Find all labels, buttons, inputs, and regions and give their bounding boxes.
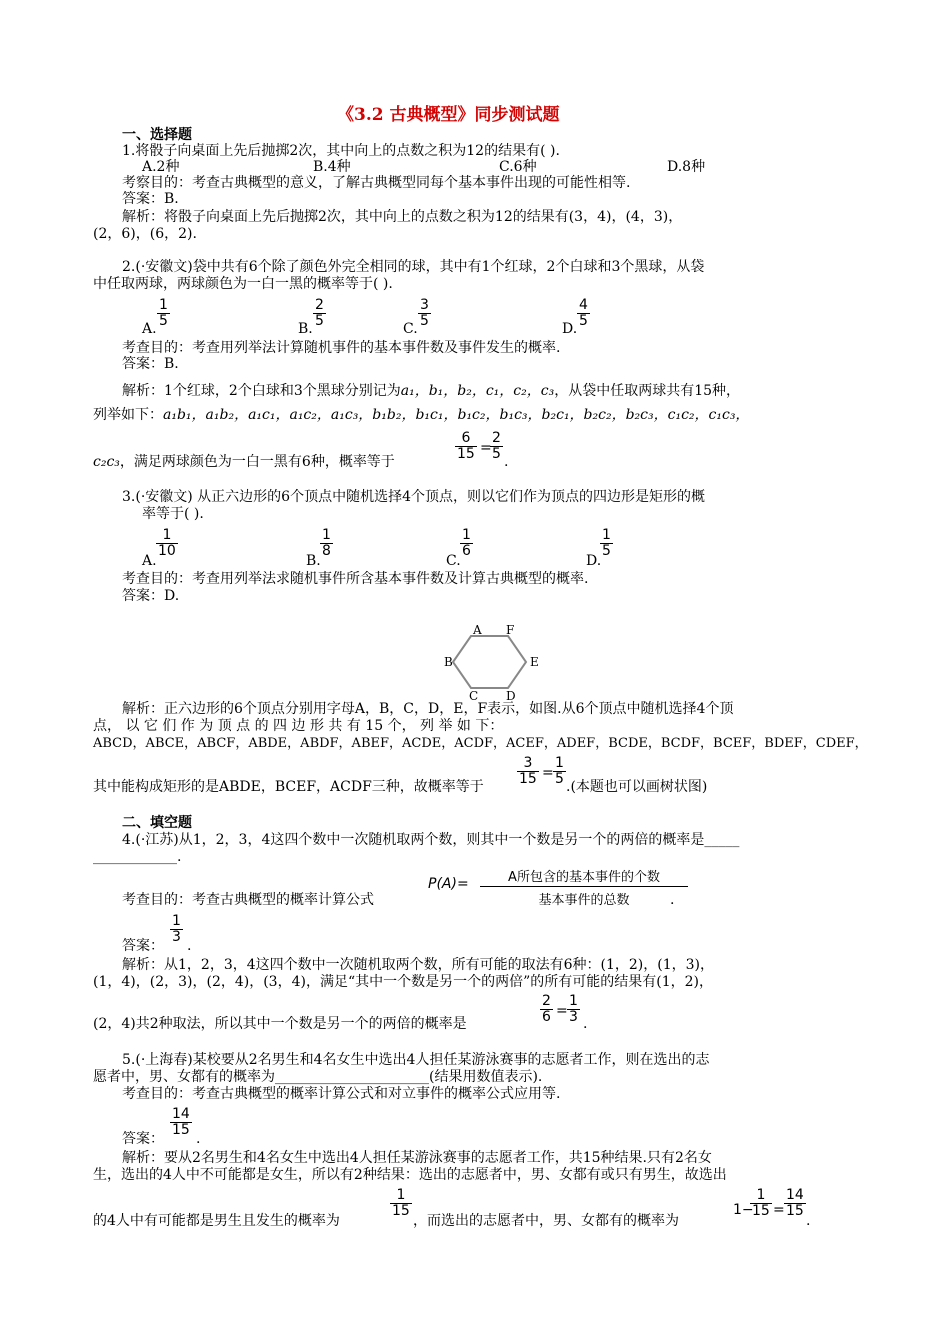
q1-answer: 答案：B. [122,191,179,207]
q5-solution-line3b: ，而选出的志愿者中，男、女都有的概率为 [413,1213,679,1229]
q4-stem-line2: ____________. [93,849,182,865]
q2-equals-sign: = [480,440,492,456]
q3-stem-line1: 3.(·安徽文) 从正六边形的6个顶点中随机选择4个顶点，则以它们作为顶点的四边形是矩形的概 [122,489,705,505]
q5-equals-sign: = [773,1202,785,1218]
q2-last-pair: c₂c₃ [93,454,120,470]
formula-lhs: P(A)= [428,876,469,892]
q2-aim: 考查目的：考查用列举法计算随机事件的基本事件数及事件发生的概率. [122,340,561,356]
q2-solution-line1: 解析：1个红球，2个白球和3个黑球分别记为a₁，b₁，b₂，c₁，c₂，c₃，从袋中任取两球共有15种， [122,383,741,399]
q3-option-a: A. [142,553,157,569]
q3-option-c-fraction: 1 6 [462,527,471,559]
q1-option-a: A.2种 [142,159,180,175]
q2-stem-line2: 中任取两球，两球颜色为一白一黑的概率等于( ). [93,276,393,292]
q2-option-c: C. [403,321,418,337]
q2-pair-list: a₁b₁，a₁b₂，a₁c₁，a₁c₂，a₁c₃，b₁b₂，b₁c₁，b₁c₂，b₁c₃，b₂c₁，b₂c₂，b₂c₃，c₁c₂，c₁c₃， [163,407,750,423]
q2-option-d: D. [562,321,578,337]
hex-label-c: C [469,689,479,700]
q2-stem-line1: 2.(·安徽文)袋中共有6个除了颜色外完全相同的球，其中有1个红球，2个白球和3个黑球，从袋 [122,259,705,275]
q2-option-d-fraction: 4 5 [579,297,588,329]
q2-fraction-6-15: 6 15 [457,430,475,462]
q3-answer: 答案：D. [122,588,180,604]
q5-solution-line2: 生，选出的4人中不可能都是女生，所以有2种结果：选出的志愿者中，男、女都有或只有男生，故选出 [93,1167,727,1183]
q3-solution-line4: 其中能构成矩形的是ABDE，BCEF，ACDF三种，故概率等于 [93,779,484,795]
q5-fraction-14-15: 14 15 [786,1187,804,1219]
q3-solution-line1: 解析：正六边形的6个顶点分别用字母A，B，C，D，E，F表示，如图.从6个顶点中随机选择4个顶 [122,701,734,717]
q4-fraction-1-3: 1 3 [569,993,578,1025]
section-heading-choice: 一、选择题 [122,127,192,143]
hex-label-a: A [473,624,482,637]
q4-stem-line1: 4.(·江苏)从1，2，3，4这四个数中一次随机取两个数，则其中一个数是另一个的两倍的概率是_____ [122,832,740,848]
q3-solution-line3: ABCD，ABCE，ABCF，ABDE，ABDF，ABEF，ACDE，ACDF，ACEF，ADEF，BCDE，BCDF，BCEF，BDEF，CDEF， [93,736,868,751]
q3-solution-line2: 点， 以 它 们 作 为 顶 点 的 四 边 形 共 有 15 个， 列 举 如 下： [93,718,504,734]
section-heading-fill: 二、填空题 [122,815,192,831]
q1-aim: 考察目的：考查古典概型的意义，了解古典概型同每个基本事件出现的可能性相等. [122,175,631,191]
q1-solution-line1: 解析：将骰子向桌面上先后抛掷2次，其中向上的点数之积为12的结果有(3，4)，(4，3)， [122,209,683,225]
hex-label-b: B [444,655,453,669]
q3-solution-tail: .(本题也可以画树状图) [566,779,708,795]
q3-option-b: B. [306,553,321,569]
formula-denominator: 基本事件的总数 [538,893,630,908]
q1-option-d: D.8种 [667,159,706,175]
q5-one-minus: 1− [733,1202,754,1218]
page-title: 《3.2 古典概型》同步测试题 [337,105,560,125]
q2-option-a: A. [142,321,157,337]
q2-option-b: B. [298,321,313,337]
q5-fraction-1-15: 1 15 [392,1187,410,1219]
hexagon-shape [453,636,526,688]
formula-bar [480,886,688,887]
q3-aim: 考查目的：考查用列举法求随机事件所含基本事件数及计算古典概型的概率. [122,571,589,587]
q5-answer-label: 答案： [122,1131,164,1147]
q3-option-b-fraction: 1 8 [322,527,331,559]
q2-fraction-2-5: 2 5 [492,430,501,462]
hex-label-f: F [506,624,515,637]
q4-equals-sign: = [556,1003,568,1019]
hex-label-d: D [506,689,516,700]
q2-option-b-fraction: 2 5 [315,297,324,329]
q5-answer-period: . [196,1131,201,1147]
q1-stem: 1.将骰子向桌面上先后抛掷2次，其中向上的点数之积为12的结果有( ). [122,143,560,159]
q3-fraction-1-5: 1 5 [555,755,564,787]
q1-option-c: C.6种 [499,159,537,175]
q5-stem-line2: 愿者中，男、女都有的概率为______________________(结果用数值表示). [93,1069,543,1085]
q5-answer-fraction: 14 15 [172,1106,190,1138]
q4-aim-end: . [670,892,675,908]
q2-solution-line2: 列举如下：a₁b₁，a₁b₂，a₁c₁，a₁c₂，a₁c₃，b₁b₂，b₁c₁，b₁c₂，b₁c₃，b₂c₁，b₂c₂，b₂c₃，c₁c₂，c₁c₃， [93,407,750,423]
q2-option-c-fraction: 3 5 [420,297,429,329]
q3-fraction-3-15: 3 15 [519,755,537,787]
q3-option-a-fraction: 1 10 [158,527,176,559]
q2-period: . [504,454,509,470]
formula-numerator: A所包含的基本事件的个数 [508,870,660,885]
q1-solution-line2: (2，6)，(6，2). [93,226,197,242]
q5-period: . [806,1213,811,1229]
q3-option-d: D. [586,553,602,569]
q3-option-c: C. [446,553,461,569]
q5-stem-line1: 5.(·上海春)某校要从2名男生和4名女生中选出4人担任某游泳赛事的志愿者工作，则在选出的志 [122,1052,710,1068]
q4-fraction-2-6: 2 6 [542,993,551,1025]
q4-solution-line3: (2，4)共2种取法，所以其中一个数是另一个的两倍的概率是 [93,1016,467,1032]
q1-option-b: B.4种 [313,159,351,175]
q5-solution-line1: 解析：要从2名男生和4名女生中选出4人担任某游泳赛事的志愿者工作，共15种结果.只有2名女 [122,1150,712,1166]
q4-solution-line2: (1，4)，(2，3)，(2，4)，(3，4)，满足“其中一个数是另一个的两倍”的所有可能的结果有(1，2)， [93,974,714,990]
q3-stem-line2: 率等于( ). [142,506,204,522]
q4-period: . [583,1016,588,1032]
q2-solution-line3: c₂c₃，满足两球颜色为一白一黑有6种，概率等于 [93,454,395,470]
q3-option-d-fraction: 1 5 [602,527,611,559]
q4-aim: 考查目的：考查古典概型的概率计算公式 [122,892,374,908]
q4-answer-label: 答案： [122,938,164,954]
q2-answer: 答案：B. [122,356,179,372]
q5-aim: 考查目的：考查古典概型的概率计算公式和对立事件的概率公式应用等. [122,1086,561,1102]
q4-solution-line1: 解析：从1，2，3，4这四个数中一次随机取两个数，所有可能的取法有6种：(1，2)，(1，3)， [122,957,715,973]
q2-ball-labels: a₁，b₁，b₂，c₁，c₂，c₃ [400,383,555,399]
q3-equals-sign: = [542,765,554,781]
q5-fraction-1-15-b: 1 15 [752,1187,770,1219]
q5-solution-line3a: 的4人中有可能都是男生且发生的概率为 [93,1213,340,1229]
q2-option-a-fraction: 1 5 [159,297,168,329]
q4-answer-fraction: 1 3 [172,913,181,945]
q4-answer-period: . [187,938,192,954]
hexagon-figure [436,624,546,700]
hex-label-e: E [530,655,539,669]
